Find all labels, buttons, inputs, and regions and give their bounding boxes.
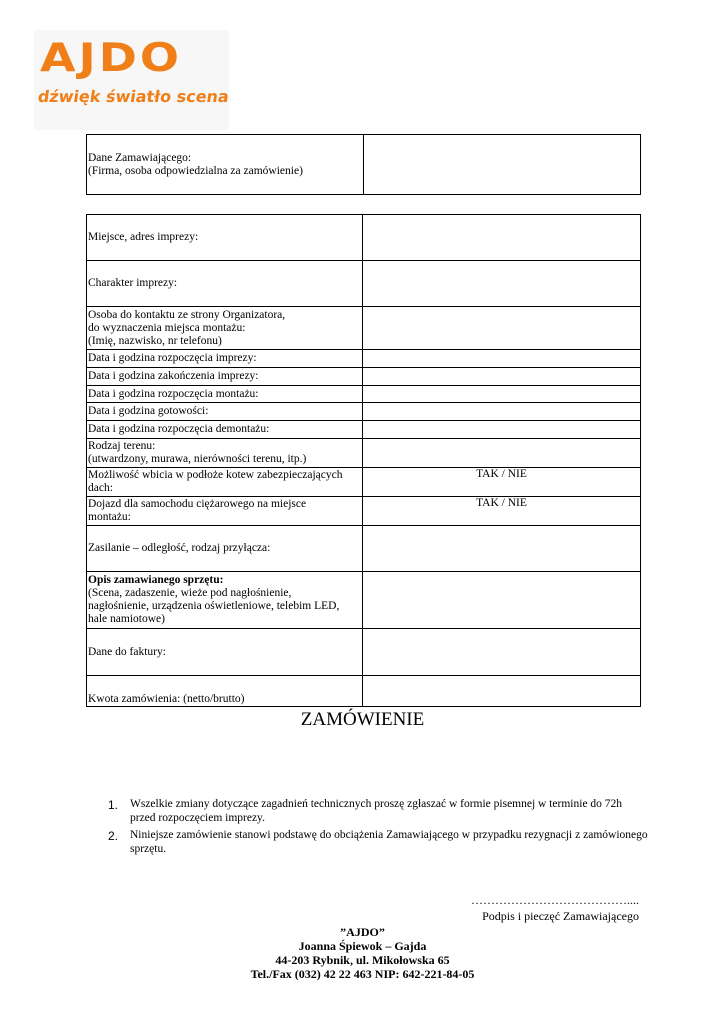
label-text: Rodzaj terenu: xyxy=(88,440,156,452)
row-value[interactable] xyxy=(363,421,641,439)
footer-company-name: ”AJDO” xyxy=(340,925,385,939)
row-label xyxy=(87,261,363,307)
row-label xyxy=(87,526,363,572)
table-row xyxy=(87,386,641,403)
label-text: Dojazd dla samochodu ciężarowego na miejsce xyxy=(88,498,307,510)
row-value[interactable] xyxy=(363,526,641,572)
signature-line: ………………………………….... xyxy=(471,893,639,907)
row-value[interactable] xyxy=(363,261,641,307)
note-text: Niniejsze zamówienie stanowi podstawę do obciążenia Zamawiającego w przypadku rezygnacji z zamówionego sprzętu. xyxy=(130,829,648,855)
footer-contact: Tel./Fax (032) 42 22 463 NIP: 642-221-84-05 xyxy=(250,967,475,981)
row-label xyxy=(87,439,363,468)
label-text: Data i godzina zakończenia imprezy: xyxy=(88,370,259,382)
label-text: Kwota zamówienia: (netto/brutto) xyxy=(88,693,245,705)
footer-owner: Joanna Śpiewok – Gajda xyxy=(298,939,427,953)
table-row xyxy=(87,215,641,261)
note-number: 2. xyxy=(108,829,119,843)
table-row xyxy=(87,497,641,526)
row-label xyxy=(87,629,363,676)
label-text: Data i godzina rozpoczęcia demontażu: xyxy=(88,423,270,435)
label-text: Data i godzina gotowości: xyxy=(88,405,209,417)
logo-tagline: dźwięk światło scena xyxy=(36,87,231,106)
label-text: dach: xyxy=(88,482,113,494)
order-details-table xyxy=(86,214,641,707)
row-value[interactable] xyxy=(363,629,641,676)
company-footer xyxy=(0,925,725,981)
note-item xyxy=(108,828,648,856)
row-value[interactable] xyxy=(363,403,641,421)
table-row xyxy=(87,468,641,497)
label-text: (Scena, zadaszenie, wieże pod nagłośnienie, xyxy=(88,587,292,599)
label-text: do wyznaczenia miejsca montażu: xyxy=(88,321,246,334)
table-row xyxy=(87,368,641,386)
notes-list xyxy=(108,797,648,859)
table-row xyxy=(87,307,641,350)
row-label xyxy=(87,350,363,368)
row-value[interactable] xyxy=(363,368,641,386)
table-row xyxy=(87,350,641,368)
document-title: ZAMÓWIENIE xyxy=(300,709,425,730)
table-row xyxy=(87,421,641,439)
client-label-line2: (Firma, osoba odpowiedzialna za zamówienie) xyxy=(88,164,303,177)
row-value[interactable] xyxy=(363,215,641,261)
label-text: hale namiotowe) xyxy=(88,613,165,625)
row-label xyxy=(87,421,363,439)
table-row xyxy=(87,261,641,307)
row-value[interactable] xyxy=(363,386,641,403)
note-number: 1. xyxy=(108,798,119,812)
label-text: Osoba do kontaktu ze strony Organizatora, xyxy=(88,308,286,321)
label-text: Możliwość wbicia w podłoże kotew zabezpieczających xyxy=(88,469,343,481)
row-label xyxy=(87,497,363,526)
label-text: montażu: xyxy=(88,511,131,523)
label-text: (Imię, nazwisko, nr telefonu) xyxy=(88,334,222,347)
note-item xyxy=(108,797,648,825)
label-text: Dane do faktury: xyxy=(88,645,166,658)
table-row xyxy=(87,526,641,572)
table-row xyxy=(87,572,641,629)
table-row xyxy=(87,403,641,421)
table-row xyxy=(87,629,641,676)
label-text: Charakter imprezy: xyxy=(88,277,178,289)
client-table xyxy=(86,134,641,195)
row-label xyxy=(87,215,363,261)
label-text: Zasilanie – odległość, rodzaj przyłącza: xyxy=(88,542,271,554)
table-row xyxy=(87,439,641,468)
label-text: nagłośnienie, urządzenia oświetleniowe, telebim LED, xyxy=(88,600,340,612)
row-value[interactable] xyxy=(363,439,641,468)
note-text: Wszelkie zmiany dotyczące zagadnień technicznych proszę zgłaszać w formie pisemnej w terminie do 72h przed rozpoczęciem imprezy. xyxy=(130,798,623,824)
row-label xyxy=(87,307,363,350)
row-value-tak-nie[interactable]: TAK / NIE xyxy=(363,468,641,497)
row-label xyxy=(87,386,363,403)
client-value-cell[interactable] xyxy=(364,135,641,195)
signature-label: Podpis i pieczęć Zamawiającego xyxy=(482,909,639,923)
label-text: Data i godzina rozpoczęcia montażu: xyxy=(88,387,259,400)
row-value[interactable] xyxy=(363,572,641,629)
row-label xyxy=(87,403,363,421)
row-label xyxy=(87,368,363,386)
row-value-tak-nie[interactable]: TAK / NIE xyxy=(363,497,641,526)
footer-address: 44-203 Rybnik, ul. Mikołowska 65 xyxy=(275,953,450,967)
label-text: (utwardzony, murawa, nierówności terenu, itp.) xyxy=(88,453,307,465)
label-text: Miejsce, adres imprezy: xyxy=(88,231,199,243)
label-text: Data i godzina rozpoczęcia imprezy: xyxy=(88,352,257,364)
row-label xyxy=(87,676,363,707)
client-label-cell xyxy=(87,135,364,195)
company-logo xyxy=(34,30,229,130)
row-label xyxy=(87,468,363,497)
logo-text: AJDO xyxy=(40,34,183,81)
client-label-line1: Dane Zamawiającego: xyxy=(88,151,192,164)
label-text-bold: Opis zamawianego sprzętu: xyxy=(88,574,224,586)
row-label xyxy=(87,572,363,629)
table-row xyxy=(87,676,641,707)
row-value[interactable] xyxy=(363,307,641,350)
row-value[interactable] xyxy=(363,350,641,368)
row-value[interactable] xyxy=(363,676,641,707)
